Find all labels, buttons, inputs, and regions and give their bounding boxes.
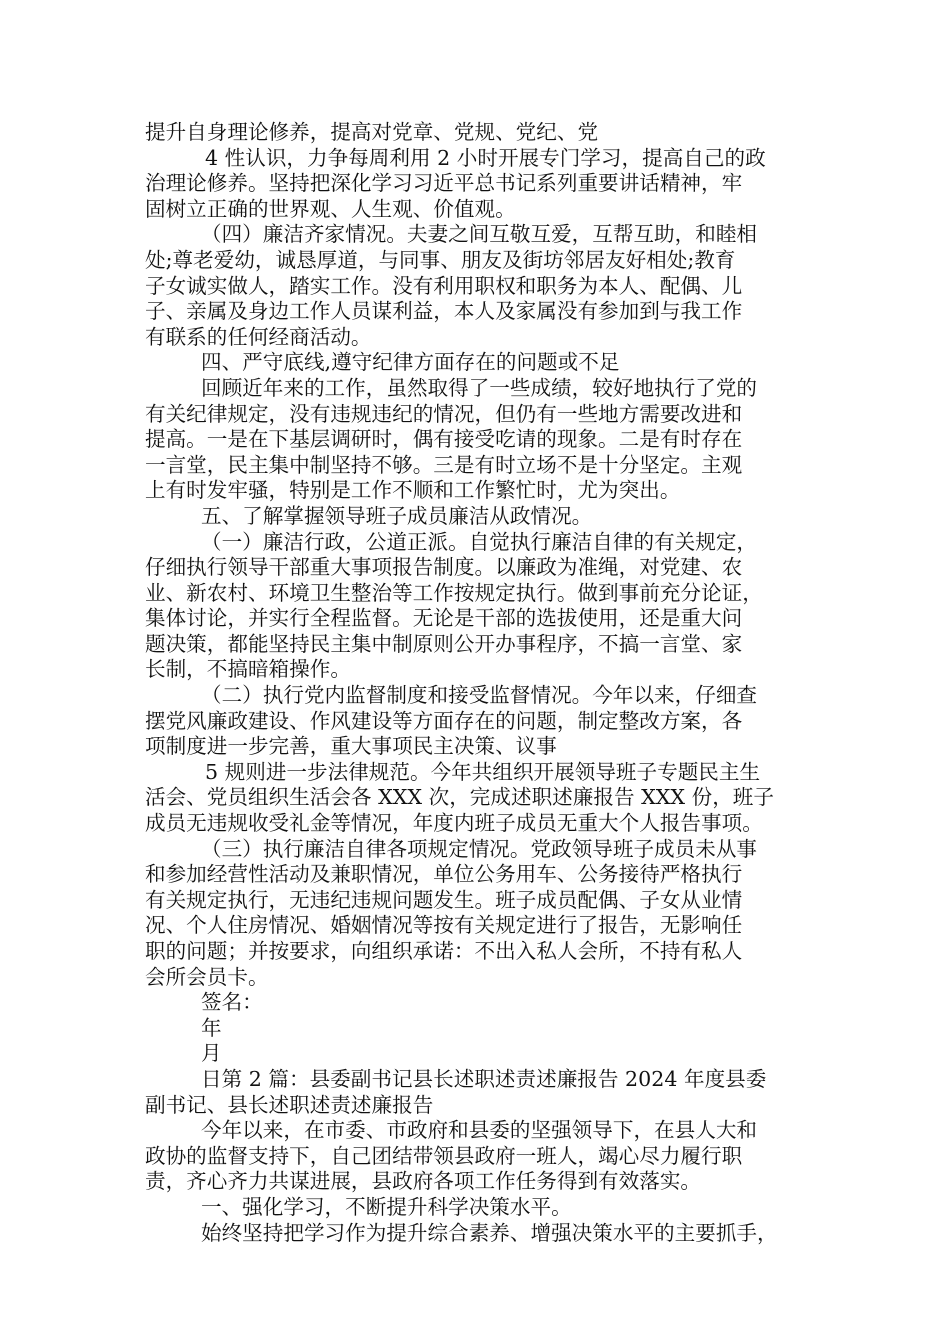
- text-line: 成员无违规收受礼金等情况，年度内班子成员无重大个人报告事项。: [145, 811, 763, 836]
- text-line: 处;尊老爱幼，诚恳厚道，与同事、朋友及街坊邻居友好相处;教育: [145, 247, 736, 272]
- text-line: 上有时发牢骚，特别是工作不顺和工作繁忙时，尤为突出。: [145, 478, 681, 503]
- text-line: 会所会员卡。: [145, 964, 269, 989]
- text-line: 四、严守底线,遵守纪律方面存在的问题或不足: [201, 350, 620, 375]
- text-line: 有联系的任何经商活动。: [145, 324, 372, 349]
- document-page: [145, 120, 825, 1246]
- text-line: 和参加经营性活动及兼职情况，单位公务用车、公务接待严格执行: [145, 862, 743, 887]
- text-line: 仔细执行领导干部重大事项报告制度。以廉政为准绳，对党建、农: [145, 555, 743, 580]
- text-line: 五、了解掌握领导班子成员廉洁从政情况。: [201, 503, 593, 528]
- text-line: 一、强化学习，不断提升科学决策水平。: [201, 1194, 572, 1219]
- text-line: 有关纪律规定，没有违规违纪的情况，但仍有一些地方需要改进和: [145, 401, 743, 426]
- text-line: 子女诚实做人，踏实工作。没有利用职权和职务为本人、配偶、儿: [145, 273, 743, 298]
- text-line: 题决策，都能坚持民主集中制原则公开办事程序，不搞一言堂、家: [145, 631, 743, 656]
- text-line: 5 规则进一步法律规范。今年共组织开展领导班子专题民主生: [205, 759, 761, 784]
- text-line: 始终坚持把学习作为提升综合素养、增强决策水平的主要抓手，: [201, 1220, 778, 1245]
- text-line: 签名：: [201, 990, 263, 1015]
- text-line: 职的问题；并按要求，向组织承诺：不出入私人会所，不持有私人: [145, 939, 743, 963]
- text-line: 子、亲属及身边工作人员谋利益，本人及家属没有参加到与我工作: [145, 299, 743, 324]
- text-line: 提升自身理论修养，提高对党章、党规、党纪、党: [145, 120, 599, 144]
- text-line: 日第 2 篇：县委副书记县长述职述责述廉报告 2024 年度县委: [201, 1066, 767, 1091]
- text-line: 今年以来，在市委、市政府和县委的坚强领导下，在县人大和: [201, 1118, 758, 1143]
- text-line: （三）执行廉洁自律各项规定情况。党政领导班子成员未从事: [201, 836, 758, 861]
- text-line: 一言堂，民主集中制坚持不够。三是有时立场不是十分坚定。主观: [145, 452, 743, 477]
- text-line: 摆党风廉政建设、作风建设等方面存在的问题，制定整改方案，各: [145, 708, 743, 733]
- text-line: 提高。一是在下基层调研时，偶有接受吃请的现象。二是有时存在: [145, 427, 743, 452]
- text-line: 集体讨论，并实行全程监督。无论是干部的选拔使用，还是重大问: [145, 606, 743, 631]
- text-line: （四）廉洁齐家情况。夫妻之间互敬互爱，互帮互助，和睦相: [201, 222, 758, 247]
- text-line: 项制度进一步完善，重大事项民主决策、议事: [145, 734, 557, 759]
- text-line: 活会、党员组织生活会各 XXX 次，完成述职述廉报告 XXX 份，班子: [145, 785, 774, 810]
- text-line: 有关规定执行，无违纪违规问题发生。班子成员配偶、子女从业情: [145, 887, 743, 912]
- text-line: （一）廉洁行政，公道正派。自觉执行廉洁自律的有关规定，: [201, 529, 758, 554]
- text-line: 月: [201, 1041, 222, 1066]
- text-line: 长制，不搞暗箱操作。: [145, 657, 351, 682]
- text-line: 回顾近年来的工作，虽然取得了一些成绩，较好地执行了党的: [201, 375, 758, 400]
- text-line: 况、个人住房情况、婚姻情况等按有关规定进行了报告，无影响任: [145, 913, 743, 938]
- text-line: 治理论修养。坚持把深化学习习近平总书记系列重要讲话精神，牢: [145, 171, 743, 196]
- text-line: 4 性认识，力争每周利用 2 小时开展专门学习，提高自己的政: [205, 145, 766, 170]
- text-line: 固树立正确的世界观、人生观、价值观。: [145, 196, 516, 221]
- text-line: 政协的监督支持下，自己团结带领县政府一班人，竭心尽力履行职: [145, 1143, 743, 1168]
- text-line: 责，齐心齐力共谋进展，县政府各项工作任务得到有效落实。: [145, 1169, 702, 1194]
- text-line: 年: [201, 1015, 222, 1040]
- text-line: 业、新农村、环境卫生整治等工作按规定执行。做到事前充分论证，: [145, 580, 763, 605]
- text-line: （二）执行党内监督制度和接受监督情况。今年以来，仔细查: [201, 683, 758, 708]
- text-line: 副书记、县长述职述责述廉报告: [145, 1092, 434, 1117]
